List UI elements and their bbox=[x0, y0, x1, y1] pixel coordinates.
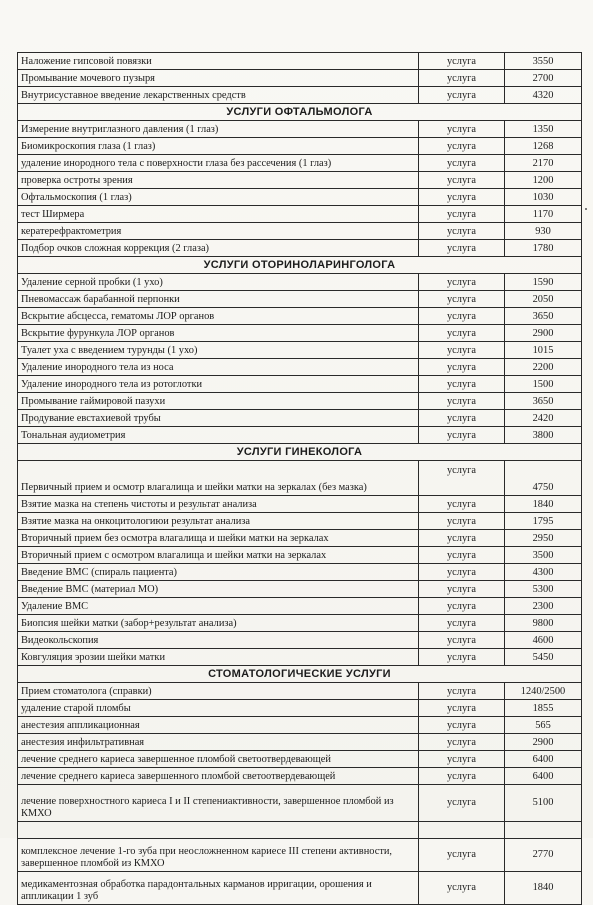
table-row bbox=[18, 427, 582, 444]
service-name: лечение поверхностного кариеса I и II степениактивности, завершенное пломбой из КМХО bbox=[18, 785, 419, 822]
table-row bbox=[18, 87, 582, 104]
service-unit: услуга bbox=[419, 700, 505, 717]
service-price: 1840 bbox=[505, 496, 582, 513]
service-unit: услуга bbox=[419, 768, 505, 785]
service-name: Удаление инородного тела из ротоглотки bbox=[18, 376, 419, 393]
section-title: УСЛУГИ ОТОРИНОЛАРИНГОЛОГА bbox=[18, 257, 582, 274]
table-row bbox=[18, 547, 582, 564]
service-unit: услуга bbox=[419, 325, 505, 342]
service-unit: услуга bbox=[419, 461, 505, 496]
service-unit: услуга bbox=[419, 683, 505, 700]
service-name: Вскрытие фурункула ЛОР органов bbox=[18, 325, 419, 342]
service-price: 565 bbox=[505, 717, 582, 734]
service-price: 2900 bbox=[505, 325, 582, 342]
table-row bbox=[18, 632, 582, 649]
table-row bbox=[18, 393, 582, 410]
service-name: Промывание мочевого пузыря bbox=[18, 70, 419, 87]
service-price: 5100 bbox=[505, 785, 582, 822]
service-price: 1030 bbox=[505, 189, 582, 206]
service-unit: услуга bbox=[419, 206, 505, 223]
service-name: Удаление инородного тела из носа bbox=[18, 359, 419, 376]
service-price: 1015 bbox=[505, 342, 582, 359]
service-price: 1590 bbox=[505, 274, 582, 291]
service-name: лечение среднего кариеса завершенного пломбой светоотвердевающей bbox=[18, 768, 419, 785]
table-row bbox=[18, 734, 582, 751]
service-name: анестезия инфильтративная bbox=[18, 734, 419, 751]
service-price: 1780 bbox=[505, 240, 582, 257]
service-name: тест Ширмера bbox=[18, 206, 419, 223]
service-price: 930 bbox=[505, 223, 582, 240]
service-name: Измерение внутриглазного давления (1 глаз) bbox=[18, 121, 419, 138]
service-price: 5300 bbox=[505, 581, 582, 598]
table-row bbox=[18, 342, 582, 359]
blank-cell bbox=[505, 822, 582, 839]
service-price: 1268 bbox=[505, 138, 582, 155]
service-name: Введение ВМС (материал МО) bbox=[18, 581, 419, 598]
service-unit: услуга bbox=[419, 359, 505, 376]
service-unit: услуга bbox=[419, 87, 505, 104]
table-row bbox=[18, 189, 582, 206]
table-row bbox=[18, 615, 582, 632]
table-row bbox=[18, 70, 582, 87]
table-row bbox=[18, 872, 582, 905]
service-unit: услуга bbox=[419, 291, 505, 308]
service-price: 2700 bbox=[505, 70, 582, 87]
service-unit: услуга bbox=[419, 274, 505, 291]
table-row bbox=[18, 513, 582, 530]
service-unit: услуга bbox=[419, 172, 505, 189]
table-row bbox=[18, 291, 582, 308]
service-unit: услуга bbox=[419, 342, 505, 359]
service-name: Внутрисуставное введение лекарственных средств bbox=[18, 87, 419, 104]
table-row bbox=[18, 240, 582, 257]
service-price: 9800 bbox=[505, 615, 582, 632]
table-row bbox=[18, 700, 582, 717]
service-unit: услуга bbox=[419, 223, 505, 240]
service-price: 2200 bbox=[505, 359, 582, 376]
table-row bbox=[18, 649, 582, 666]
service-unit: услуга bbox=[419, 240, 505, 257]
service-name: Вскрытие абсцесса, гематомы ЛОР органов bbox=[18, 308, 419, 325]
service-price: 2050 bbox=[505, 291, 582, 308]
service-unit: услуга bbox=[419, 496, 505, 513]
service-name: лечение среднего кариеса завершенное пломбой светоотвердевающей bbox=[18, 751, 419, 768]
service-price: 6400 bbox=[505, 768, 582, 785]
table-row bbox=[18, 461, 582, 496]
service-name: Офтальмоскопия (1 глаз) bbox=[18, 189, 419, 206]
service-unit: услуга bbox=[419, 734, 505, 751]
service-price: 2900 bbox=[505, 734, 582, 751]
service-unit: услуга bbox=[419, 189, 505, 206]
section-header-row bbox=[18, 104, 582, 121]
service-unit: услуга bbox=[419, 530, 505, 547]
table-row bbox=[18, 581, 582, 598]
table-row bbox=[18, 496, 582, 513]
table-row bbox=[18, 530, 582, 547]
blank-cell bbox=[419, 822, 505, 839]
section-title: УСЛУГИ ГИНЕКОЛОГА bbox=[18, 444, 582, 461]
table-row bbox=[18, 598, 582, 615]
table-row bbox=[18, 410, 582, 427]
service-unit: услуга bbox=[419, 632, 505, 649]
service-unit: услуга bbox=[419, 751, 505, 768]
service-price: 1350 bbox=[505, 121, 582, 138]
service-name: анестезия аппликационная bbox=[18, 717, 419, 734]
service-name: Прием стоматолога (справки) bbox=[18, 683, 419, 700]
service-unit: услуга bbox=[419, 717, 505, 734]
section-title: СТОМАТОЛОГИЧЕСКИЕ УСЛУГИ bbox=[18, 666, 582, 683]
service-name: Взятие мазка на степень чистоты и результат анализа bbox=[18, 496, 419, 513]
service-price: 3800 bbox=[505, 427, 582, 444]
service-name: Вторичный прием с осмотром влагалища и шейки матки на зеркалах bbox=[18, 547, 419, 564]
table-row bbox=[18, 53, 582, 70]
service-name: кератерефрактометрия bbox=[18, 223, 419, 240]
service-price: 4300 bbox=[505, 564, 582, 581]
service-name: Промывание гаймировой пазухи bbox=[18, 393, 419, 410]
service-price: 1795 bbox=[505, 513, 582, 530]
service-price: 1200 bbox=[505, 172, 582, 189]
price-list-table bbox=[17, 52, 582, 905]
table-row bbox=[18, 717, 582, 734]
service-price: 6400 bbox=[505, 751, 582, 768]
table-row bbox=[18, 839, 582, 872]
section-header-row bbox=[18, 666, 582, 683]
service-unit: услуга bbox=[419, 513, 505, 530]
table-row bbox=[18, 768, 582, 785]
section-title: УСЛУГИ ОФТАЛЬМОЛОГА bbox=[18, 104, 582, 121]
service-name: Туалет уха с введением турунды (1 ухо) bbox=[18, 342, 419, 359]
service-price: 4320 bbox=[505, 87, 582, 104]
table-row bbox=[18, 376, 582, 393]
service-unit: услуга bbox=[419, 121, 505, 138]
service-name: Продувание евстахиевой трубы bbox=[18, 410, 419, 427]
service-price: 3500 bbox=[505, 547, 582, 564]
service-name: Ковгуляция эрозии шейки матки bbox=[18, 649, 419, 666]
table-row bbox=[18, 308, 582, 325]
service-unit: услуга bbox=[419, 547, 505, 564]
service-name: Первичный прием и осмотр влагалища и шейки матки на зеркалах (без мазка) bbox=[18, 461, 419, 496]
service-price: 2300 bbox=[505, 598, 582, 615]
table-row bbox=[18, 683, 582, 700]
blank-row bbox=[18, 822, 582, 839]
service-name: удаление инородного тела с поверхности глаза без рассечения (1 глаз) bbox=[18, 155, 419, 172]
service-name: Видеокольскопия bbox=[18, 632, 419, 649]
blank-cell bbox=[18, 822, 419, 839]
service-price: 4750 bbox=[505, 461, 582, 496]
service-price: 4600 bbox=[505, 632, 582, 649]
service-price: 2420 bbox=[505, 410, 582, 427]
service-name: Наложение гипсовой повязки bbox=[18, 53, 419, 70]
service-unit: услуга bbox=[419, 872, 505, 905]
service-unit: услуга bbox=[419, 427, 505, 444]
table-row bbox=[18, 564, 582, 581]
table-row bbox=[18, 138, 582, 155]
service-name: Тональная аудиометрия bbox=[18, 427, 419, 444]
service-price: 1240/2500 bbox=[505, 683, 582, 700]
service-name: медикаментозная обработка парадонтальных карманов ирригации, орошения и аппликации 1 зуб bbox=[18, 872, 419, 905]
service-name: Взятие мазка на онкоцитологиюи результат анализа bbox=[18, 513, 419, 530]
section-header-row bbox=[18, 444, 582, 461]
service-name: удаление старой пломбы bbox=[18, 700, 419, 717]
table-row bbox=[18, 223, 582, 240]
service-unit: услуга bbox=[419, 410, 505, 427]
service-price: 2770 bbox=[505, 839, 582, 872]
service-price: 1500 bbox=[505, 376, 582, 393]
service-name: проверка остроты зрения bbox=[18, 172, 419, 189]
service-price: 1170 bbox=[505, 206, 582, 223]
service-name: Подбор очков сложная коррекция (2 глаза) bbox=[18, 240, 419, 257]
service-name: Пневомассаж барабанной перпонки bbox=[18, 291, 419, 308]
service-name: комплексное лечение 1-го зуба при неосложненном кариесе III степени активности, завершенное пломбой из КМХО bbox=[18, 839, 419, 872]
service-price: 2950 bbox=[505, 530, 582, 547]
service-unit: услуга bbox=[419, 70, 505, 87]
table-row bbox=[18, 751, 582, 768]
service-price: 2170 bbox=[505, 155, 582, 172]
scan-speck bbox=[585, 208, 587, 210]
table-row bbox=[18, 155, 582, 172]
service-unit: услуга bbox=[419, 53, 505, 70]
service-unit: услуга bbox=[419, 138, 505, 155]
price-list-body bbox=[18, 53, 582, 905]
table-row bbox=[18, 206, 582, 223]
service-unit: услуга bbox=[419, 155, 505, 172]
table-row bbox=[18, 172, 582, 189]
service-name: Вторичный прием без осмотра влагалища и шейки матки на зеркалах bbox=[18, 530, 419, 547]
service-price: 3550 bbox=[505, 53, 582, 70]
service-unit: услуга bbox=[419, 308, 505, 325]
table-row bbox=[18, 785, 582, 822]
service-price: 3650 bbox=[505, 308, 582, 325]
service-unit: услуга bbox=[419, 839, 505, 872]
service-unit: услуга bbox=[419, 564, 505, 581]
service-unit: услуга bbox=[419, 785, 505, 822]
service-price: 1840 bbox=[505, 872, 582, 905]
service-price: 3650 bbox=[505, 393, 582, 410]
service-name: Удаление серной пробки (1 ухо) bbox=[18, 274, 419, 291]
service-unit: услуга bbox=[419, 598, 505, 615]
service-unit: услуга bbox=[419, 376, 505, 393]
service-name: Удаление ВМС bbox=[18, 598, 419, 615]
service-name: Биомикроскопия глаза (1 глаз) bbox=[18, 138, 419, 155]
section-header-row bbox=[18, 257, 582, 274]
service-unit: услуга bbox=[419, 581, 505, 598]
service-unit: услуга bbox=[419, 649, 505, 666]
service-price: 1855 bbox=[505, 700, 582, 717]
table-row bbox=[18, 325, 582, 342]
service-name: Биопсия шейки матки (забор+результат анализа) bbox=[18, 615, 419, 632]
table-row bbox=[18, 274, 582, 291]
table-row bbox=[18, 121, 582, 138]
service-unit: услуга bbox=[419, 393, 505, 410]
service-unit: услуга bbox=[419, 615, 505, 632]
table-row bbox=[18, 359, 582, 376]
service-name: Введение ВМС (спираль пациента) bbox=[18, 564, 419, 581]
service-price: 5450 bbox=[505, 649, 582, 666]
